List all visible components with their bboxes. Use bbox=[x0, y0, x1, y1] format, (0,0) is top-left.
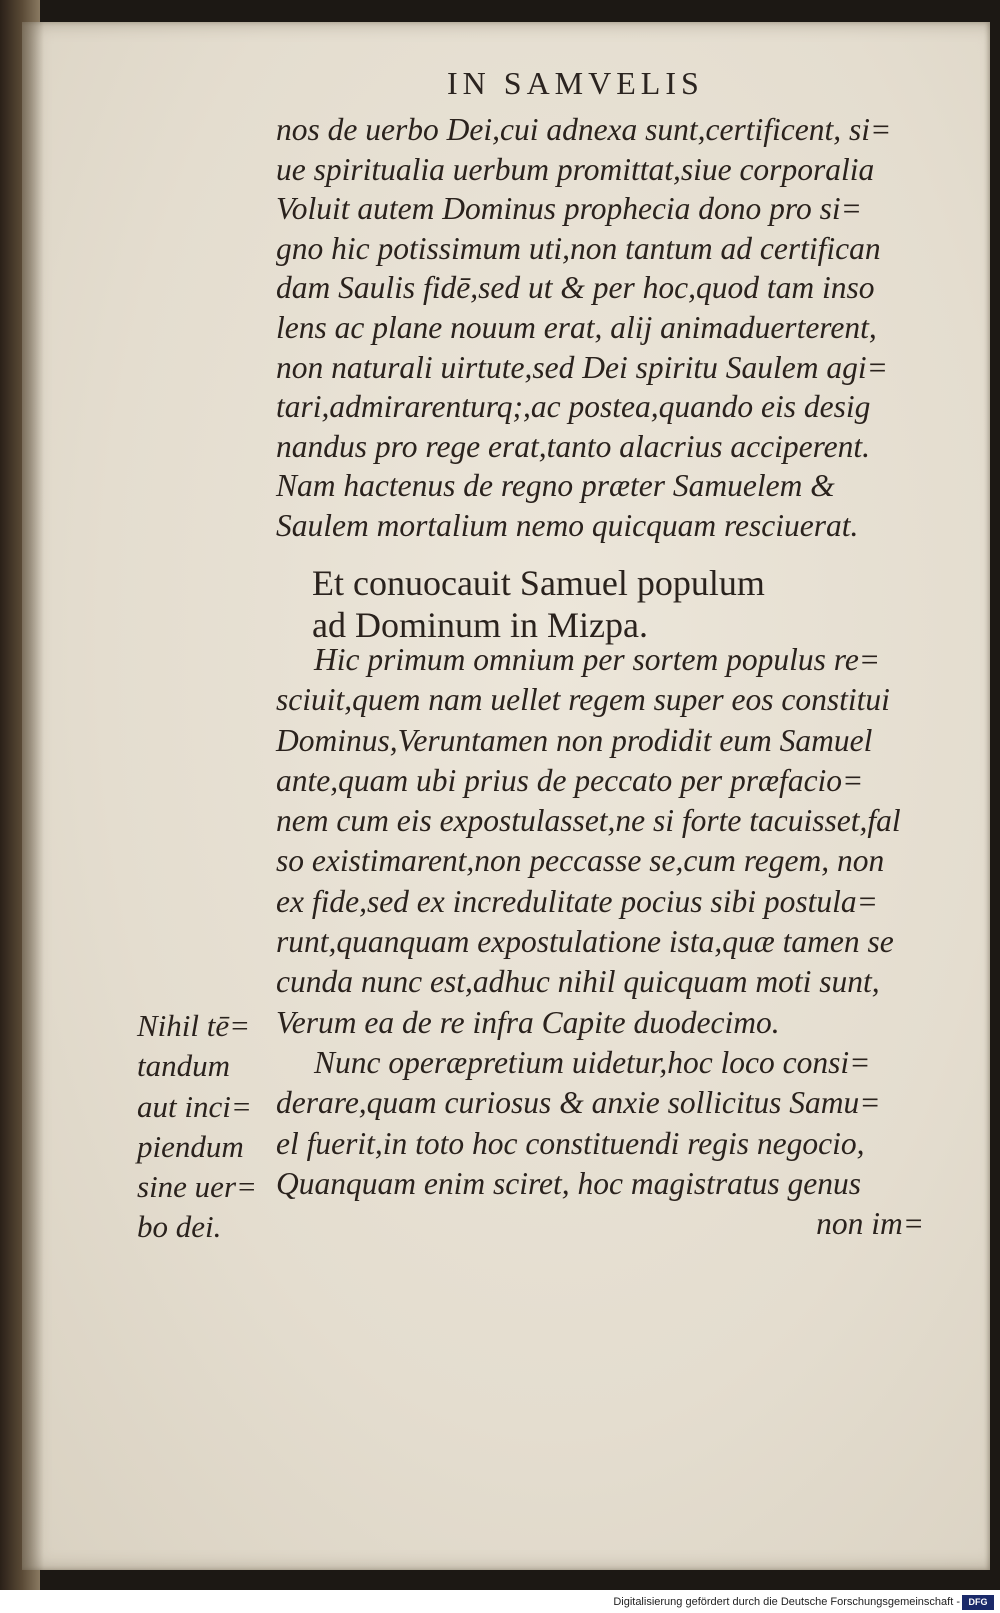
text-line: Hic primum omnium per sortem populus re= bbox=[314, 642, 881, 677]
text-line: so existimarent,non peccasse se,cum regem, non bbox=[276, 843, 885, 879]
text-line: nem cum eis expostulasset,ne si forte tacuisset,fal bbox=[276, 803, 901, 839]
text-line: gno hic potissimum uti,non tantum ad certifican bbox=[276, 230, 881, 266]
digitization-credit: Digitalisierung gefördert durch die Deutsche Forschungsgemeinschaft - bbox=[613, 1596, 960, 1608]
text-line: Nunc operæpretium uidetur,hoc loco consi= bbox=[314, 1044, 871, 1080]
paragraph-2 bbox=[276, 640, 924, 1244]
margin-note-line: Nihil tē= bbox=[137, 1008, 251, 1043]
text-line: tari,admirarenturq;,ac postea,quando eis desig bbox=[276, 389, 871, 425]
scripture-heading bbox=[312, 562, 932, 646]
text-line: nos de uerbo Dei,cui adnexa sunt,certificent, si= bbox=[276, 112, 892, 147]
text-line: cunda nunc est,adhuc nihil quicquam moti sunt, bbox=[276, 964, 880, 1000]
text-line: non naturali uirtute,sed Dei spiritu Saulem agi= bbox=[276, 349, 888, 385]
text-line: Voluit autem Dominus prophecia dono pro si= bbox=[276, 191, 862, 227]
text-line: Dominus,Veruntamen non prodidit eum Samuel bbox=[276, 722, 873, 758]
running-head: IN SAMVELIS bbox=[447, 65, 704, 101]
text-line: nandus pro rege erat,tanto alacrius acciperent. bbox=[276, 428, 871, 464]
margin-note-line: aut inci= bbox=[137, 1088, 252, 1124]
text-line: dam Saulis fidē,sed ut & per hoc,quod tam inso bbox=[276, 270, 875, 306]
text-line: ex fide,sed ex incredulitate pocius sibi postula= bbox=[276, 883, 878, 919]
dfg-logo: DFG bbox=[962, 1595, 994, 1610]
text-line: Saulem mortalium nemo quicquam resciuerat. bbox=[276, 507, 859, 543]
text-line: Quanquam enim sciret, hoc magistratus genus bbox=[276, 1165, 862, 1201]
text-line: el fuerit,in toto hoc constituendi regis negocio, bbox=[276, 1125, 865, 1161]
margin-note-line: sine uer= bbox=[137, 1169, 257, 1205]
page-gutter-shadow bbox=[22, 22, 44, 1570]
text-line: derare,quam curiosus & anxie sollicitus Samu= bbox=[276, 1085, 881, 1121]
text-line: ue spiritualia uerbum promittat,siue corporalia bbox=[276, 151, 875, 187]
text-line: Verum ea de re infra Capite duodecimo. bbox=[276, 1004, 780, 1040]
margin-note-line: tandum bbox=[137, 1048, 230, 1084]
heading-line: ad Dominum in Mizpa. bbox=[312, 605, 648, 645]
text-line: runt,quanquam expostulatione ista,quæ tamen se bbox=[276, 924, 894, 960]
margin-note-line: bo dei. bbox=[137, 1209, 222, 1245]
heading-line: Et conuocauit Samuel populum bbox=[312, 563, 765, 603]
text-line: Nam hactenus de regno præter Samuelem & bbox=[276, 468, 835, 504]
margin-note-line: piendum bbox=[137, 1128, 244, 1164]
text-line: sciuit,quem nam uellet regem super eos constitui bbox=[276, 682, 890, 718]
margin-note bbox=[137, 1006, 267, 1248]
text-line: lens ac plane nouum erat, alij animaduerterent, bbox=[276, 309, 877, 345]
text-line: ante,quam ubi prius de peccato per præfacio= bbox=[276, 762, 864, 798]
catchword: non im= bbox=[816, 1206, 924, 1242]
paragraph-1 bbox=[276, 110, 924, 546]
